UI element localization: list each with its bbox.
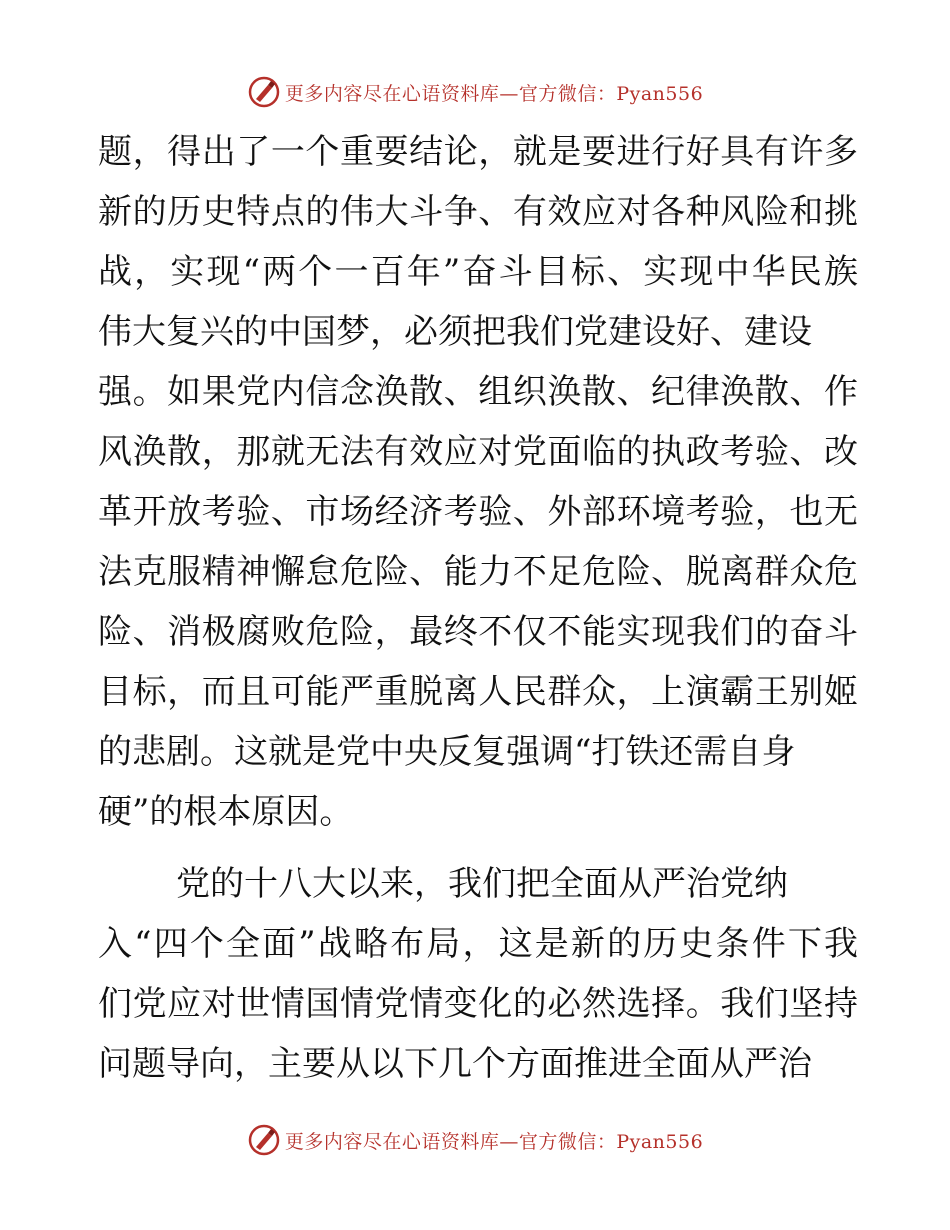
text-line: 问题导向，主要从以下几个方面推进全面从严治 [98, 1044, 812, 1084]
text-line: 风涣散，那就无法有效应对党面临的执政考验、改 [98, 432, 858, 472]
text-line: 硬”的根本原因。 [98, 792, 354, 832]
text-line: 强。如果党内信念涣散、组织涣散、纪律涣散、作 [98, 372, 858, 412]
text-line: 党的十八大以来，我们把全面从严治党纳 [176, 864, 788, 904]
document-body [98, 122, 858, 1094]
text-line: 伟大复兴的中国梦，必须把我们党建设好、建设 [98, 312, 812, 352]
text-line: 们党应对世情国情党情变化的必然选择。我们坚持 [98, 984, 858, 1024]
footer-banner-text: 更多内容尽在心语资料库—官方微信：Pyan556 [284, 1130, 704, 1153]
text-line: 题，得出了一个重要结论，就是要进行好具有许多 [98, 132, 858, 172]
text-line: 的悲剧。这就是党中央反复强调“打铁还需自身 [98, 732, 796, 772]
text-line: 入“四个全面”战略布局，这是新的历史条件下我 [98, 924, 858, 964]
footer-banner [0, 1120, 950, 1160]
text-line: 法克服精神懈怠危险、能力不足危险、脱离群众危 [98, 552, 858, 592]
text-line: 新的历史特点的伟大斗争、有效应对各种风险和挑 [98, 192, 858, 232]
text-line: 革开放考验、市场经济考验、外部环境考验，也无 [98, 492, 858, 532]
header-banner [0, 72, 950, 112]
text-line: 险、消极腐败危险，最终不仅不能实现我们的奋斗 [98, 612, 858, 652]
header-banner-text: 更多内容尽在心语资料库—官方微信：Pyan556 [284, 82, 704, 105]
brand-logo-icon [247, 1123, 281, 1157]
text-line: 目标，而且可能严重脱离人民群众，上演霸王别姬 [98, 672, 858, 712]
brand-logo-icon [247, 75, 281, 109]
text-line: 战，实现“两个一百年”奋斗目标、实现中华民族 [98, 252, 858, 292]
